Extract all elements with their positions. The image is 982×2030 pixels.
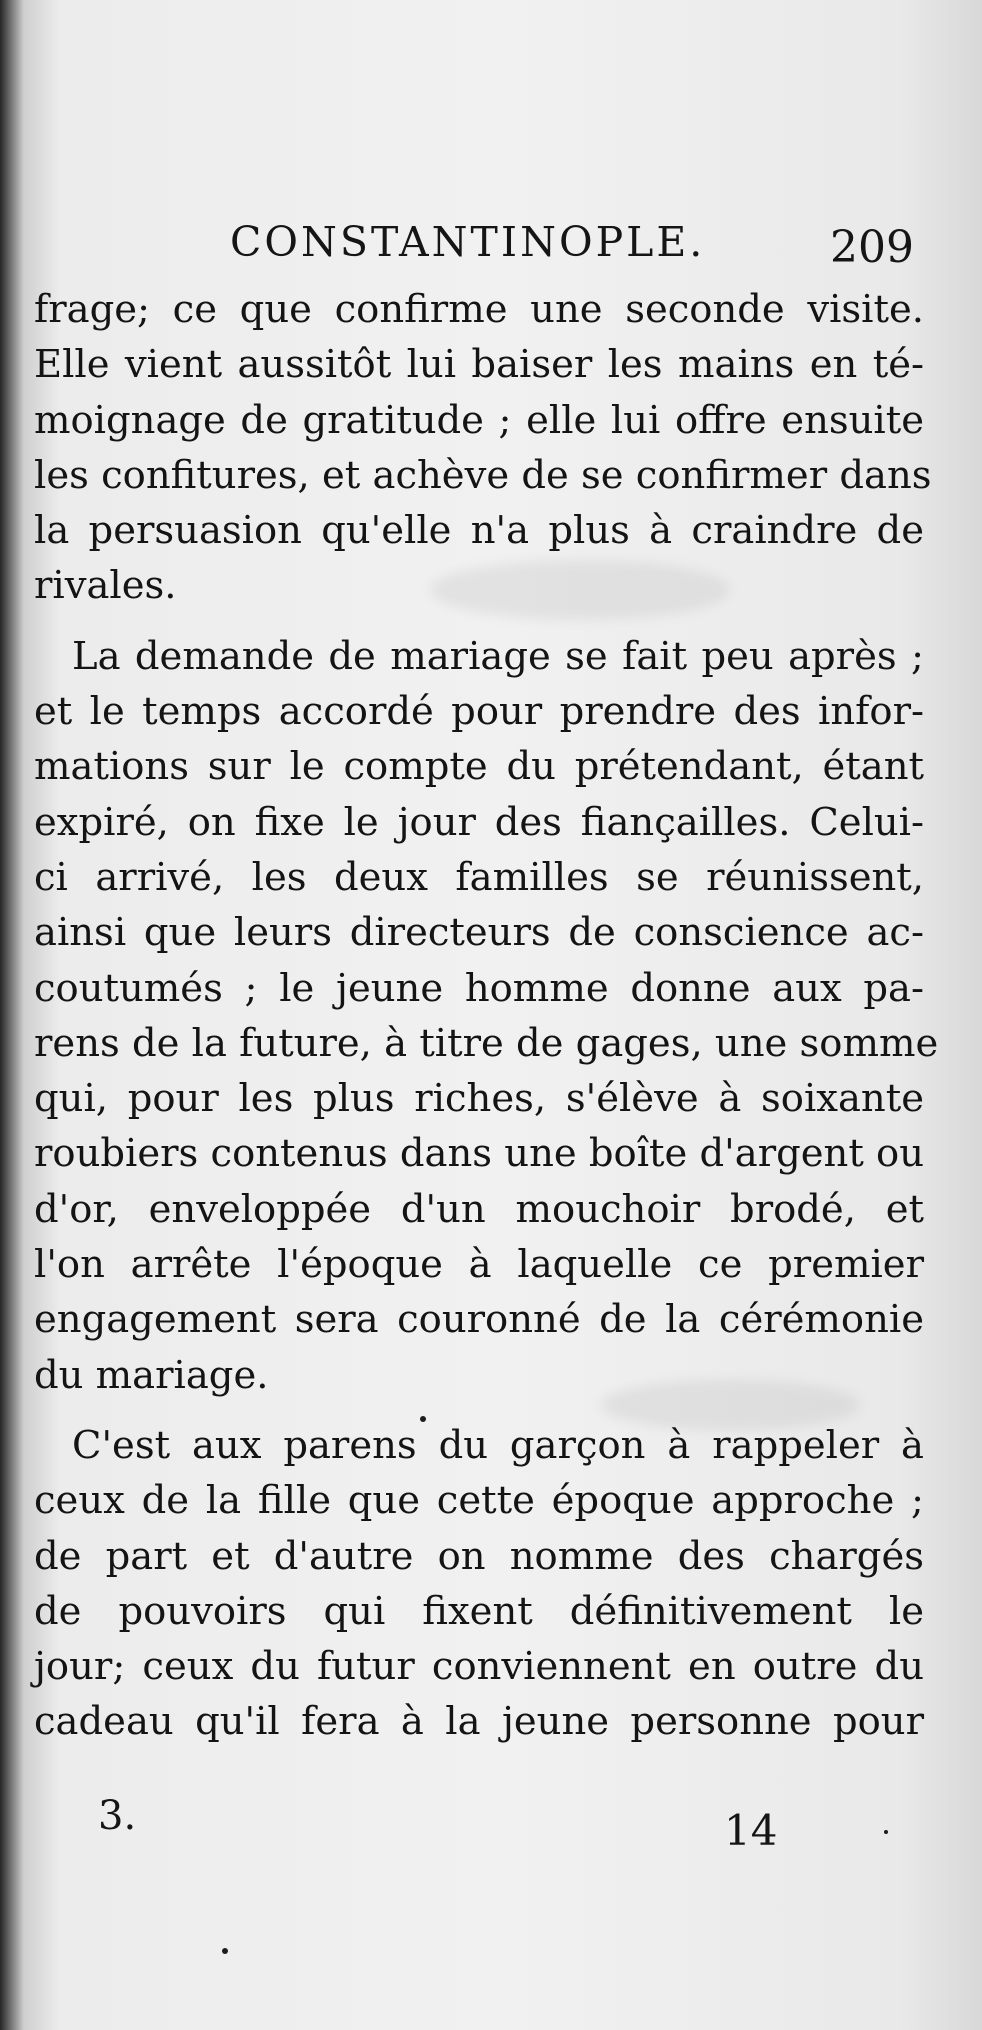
text-line: moignage de gratitude ; elle lui offre ensuite xyxy=(34,397,924,443)
text-line: qui, pour les plus riches, s'élève à soixante xyxy=(34,1076,924,1122)
paragraph-gap xyxy=(34,614,924,629)
text-line: ci arrivé, les deux familles se réunissent, xyxy=(34,854,924,900)
text-line: expiré, on fixe le jour des fiançailles. Celui- xyxy=(34,799,924,845)
paragraph-2 xyxy=(34,629,939,1403)
folio-mark: 14 xyxy=(724,1806,778,1855)
text-line: La demande de mariage se fait peu après ; xyxy=(72,633,924,679)
page-number: 209 xyxy=(830,222,914,273)
paragraph-gap xyxy=(34,1403,924,1418)
paragraph-1 xyxy=(34,282,932,614)
text-line: engagement sera couronné de la cérémonie xyxy=(34,1297,924,1343)
text-line: roubiers contenus dans une boîte d'argent ou xyxy=(34,1131,925,1177)
text-line: les confitures, et achève de se confirmer dans xyxy=(34,452,932,498)
ink-speck xyxy=(222,1948,228,1954)
text-line: ainsi que leurs directeurs de conscience ac- xyxy=(34,910,924,956)
ink-speck xyxy=(420,1416,426,1422)
text-line: frage; ce que confirme une seconde visite. xyxy=(34,287,924,332)
text-line: cadeau qu'il fera à la jeune personne pour xyxy=(34,1699,924,1745)
text-line: la persuasion qu'elle n'a plus à craindre de xyxy=(34,508,924,554)
ink-speck xyxy=(884,1830,888,1834)
paragraph-3 xyxy=(34,1418,924,1750)
text-line: du mariage. xyxy=(34,1352,269,1398)
text-line: l'on arrête l'époque à laquelle ce premier xyxy=(34,1242,924,1288)
text-line: d'or, enveloppée d'un mouchoir brodé, et xyxy=(34,1186,924,1232)
text-line: coutumés ; le jeune homme donne aux pa- xyxy=(34,965,924,1011)
text-line: de pouvoirs qui fixent définitivement le xyxy=(34,1588,924,1634)
running-head: CONSTANTINOPLE. xyxy=(230,218,706,266)
text-line: jour; ceux du futur conviennent en outre du xyxy=(34,1644,924,1690)
text-line: de part et d'autre on nomme des chargés xyxy=(34,1533,924,1579)
text-line: rens de la future, à titre de gages, une somme xyxy=(34,1020,939,1066)
signature-mark: 3. xyxy=(98,1793,137,1839)
text-line: mations sur le compte du prétendant, étant xyxy=(34,744,924,790)
text-line: rivales. xyxy=(34,563,177,609)
body-text xyxy=(34,282,939,1750)
text-line: et le temps accordé pour prendre des infor- xyxy=(34,689,924,735)
text-line: C'est aux parens du garçon à rappeler à xyxy=(72,1422,924,1468)
text-line: ceux de la fille que cette époque approche ; xyxy=(34,1478,924,1524)
text-line: Elle vient aussitôt lui baiser les mains en té- xyxy=(34,342,924,388)
